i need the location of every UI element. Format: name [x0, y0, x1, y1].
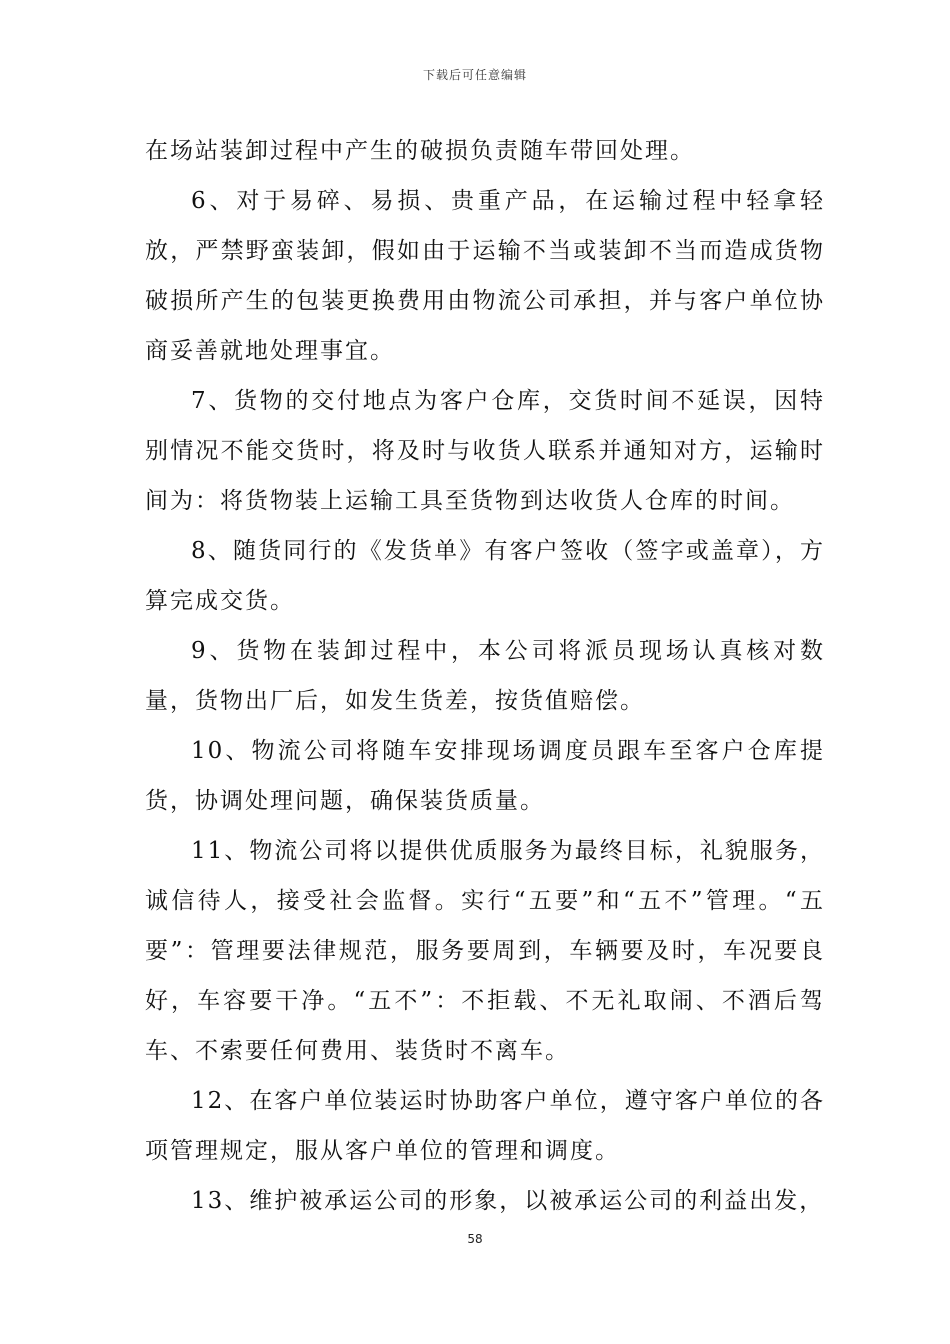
paragraph-item-9: 9、货物在装卸过程中，本公司将派员现场认真核对数量，货物出厂后，如发生货差，按货值赔偿。: [145, 638, 825, 714]
paragraph-item-12: 12、在客户单位装运时协助客户单位，遵守客户单位的各项管理规定，服从客户单位的管理和调度。: [145, 1088, 825, 1164]
document-body: [145, 126, 825, 1226]
page-header: 下载后可任意编辑: [422, 68, 527, 82]
paragraph-continuation: 在场站装卸过程中产生的破损负责随车带回处理。: [145, 138, 695, 164]
paragraph-item-6: 6、对于易碎、易损、贵重产品，在运输过程中轻拿轻放，严禁野蛮装卸，假如由于运输不当或装卸不当而造成货物破损所产生的包装更换费用由物流公司承担，并与客户单位协商妥善就地处理事宜。: [145, 188, 825, 364]
paragraph-item-10: 10、物流公司将随车安排现场调度员跟车至客户仓库提货，协调处理问题，确保装货质量。: [145, 738, 825, 814]
paragraph-item-7: 7、货物的交付地点为客户仓库，交货时间不延误，因特别情况不能交货时，将及时与收货人联系并通知对方，运输时间为：将货物装上运输工具至货物到达收货人仓库的时间。: [145, 388, 825, 514]
paragraph-item-13: 13、维护被承运公司的形象，以被承运公司的利益出发，: [191, 1188, 825, 1214]
paragraph-item-11: 11、物流公司将以提供优质服务为最终目标，礼貌服务，诚信待人，接受社会监督。实行“五要”和“五不”管理。“五要”：管理要法律规范，服务要周到，车辆要及时，车况要良好，车容要干净。“五不”：不拒载、不无礼取闹、不酒后驾车、不索要任何费用、装货时不离车。: [145, 838, 825, 1064]
paragraph-item-8: 8、随货同行的《发货单》有客户签收（签字或盖章），方算完成交货。: [145, 538, 825, 614]
page-number: 58: [467, 1232, 483, 1246]
